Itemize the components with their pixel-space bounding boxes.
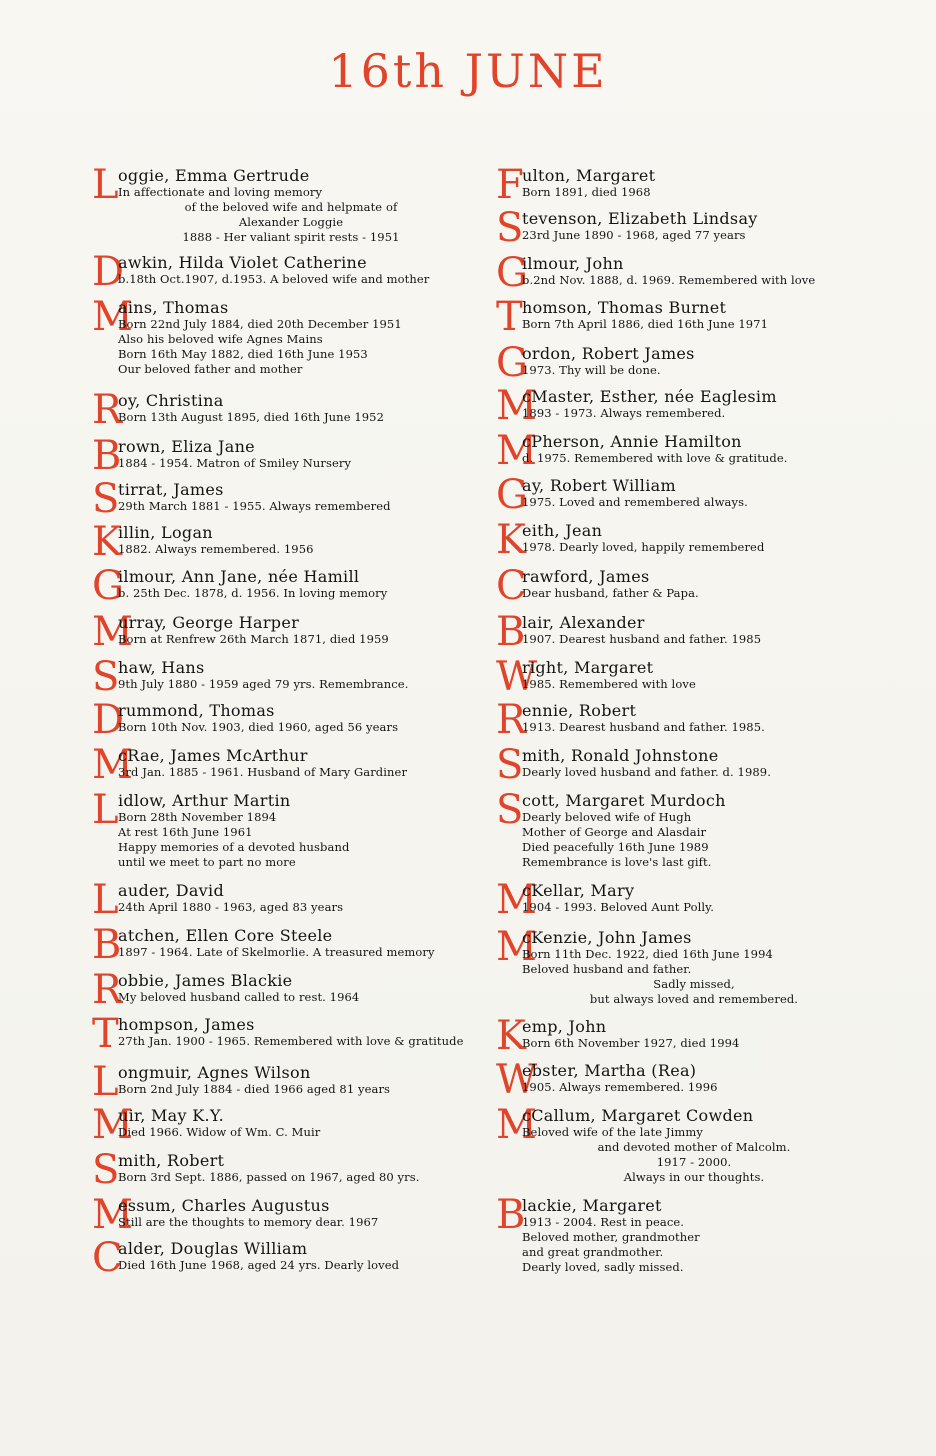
entry-details bbox=[118, 765, 464, 780]
entry-name: cPherson, Annie Hamilton bbox=[522, 432, 742, 451]
entry-details bbox=[118, 1258, 464, 1273]
entry-detail-line: b.2nd Nov. 1888, d. 1969. Remembered with love bbox=[522, 273, 816, 287]
entry-name: lair, Alexander bbox=[522, 613, 645, 632]
illuminated-initial: C bbox=[496, 563, 527, 609]
illuminated-initial: S bbox=[496, 205, 524, 251]
entry-details bbox=[118, 900, 464, 915]
entry-detail-line: Died 16th June 1968, aged 24 yrs. Dearly loved bbox=[118, 1258, 400, 1272]
entry-details bbox=[118, 586, 464, 601]
illuminated-initial: L bbox=[92, 1059, 119, 1105]
illuminated-initial: T bbox=[92, 1011, 119, 1057]
entry-name: ulton, Margaret bbox=[522, 166, 656, 185]
entry-detail-line: In affectionate and loving memory bbox=[118, 185, 323, 199]
illuminated-initial: L bbox=[92, 162, 119, 208]
entry-detail-line: 1888 - Her valiant spirit rests - 1951 bbox=[182, 230, 400, 244]
entry-name: cCallum, Margaret Cowden bbox=[522, 1106, 754, 1125]
illuminated-initial: R bbox=[496, 697, 527, 743]
entry-detail-line: 1905. Always remembered. 1996 bbox=[522, 1080, 718, 1094]
entry-name: hompson, James bbox=[118, 1015, 255, 1034]
entry-detail-line: At rest 16th June 1961 bbox=[118, 825, 253, 839]
entry-detail-line: My beloved husband called to rest. 1964 bbox=[118, 990, 360, 1004]
entry-details bbox=[118, 1082, 464, 1097]
illuminated-initial: M bbox=[496, 924, 537, 970]
entry-details bbox=[522, 540, 866, 555]
illuminated-initial: T bbox=[496, 294, 523, 340]
illuminated-initial: M bbox=[496, 383, 537, 429]
entry-details bbox=[522, 406, 866, 421]
entry-details bbox=[118, 810, 464, 870]
entry-name: ebster, Martha (Rea) bbox=[522, 1061, 697, 1080]
entry-detail-line: Born 1891, died 1968 bbox=[522, 185, 651, 199]
entry-detail-line: Born 28th November 1894 bbox=[118, 810, 277, 824]
entry-details bbox=[118, 456, 464, 471]
illuminated-initial: G bbox=[496, 472, 528, 518]
entry-name: uir, May K.Y. bbox=[118, 1106, 225, 1125]
entry-detail-line: Dear husband, father & Papa. bbox=[522, 586, 699, 600]
entry-name: atchen, Ellen Core Steele bbox=[118, 926, 333, 945]
entry-detail-line: 1917 - 2000. bbox=[656, 1155, 732, 1169]
entry-name: essum, Charles Augustus bbox=[118, 1196, 330, 1215]
entry-detail-line: Born 16th May 1882, died 16th June 1953 bbox=[118, 347, 368, 361]
entry-detail-line: Happy memories of a devoted husband bbox=[118, 840, 350, 854]
illuminated-initial: D bbox=[92, 697, 125, 743]
illuminated-initial: M bbox=[496, 428, 537, 474]
entry-details bbox=[522, 273, 866, 288]
entry-name: ordon, Robert James bbox=[522, 344, 695, 363]
entry-detail-line: 1882. Always remembered. 1956 bbox=[118, 542, 314, 556]
entry-detail-line: Also his beloved wife Agnes Mains bbox=[118, 332, 323, 346]
entry-detail-line: 27th Jan. 1900 - 1965. Remembered with love & gratitude bbox=[118, 1034, 464, 1048]
entry-details bbox=[522, 720, 866, 735]
entry-name: awkin, Hilda Violet Catherine bbox=[118, 253, 367, 272]
entry-details bbox=[522, 677, 866, 692]
entry-detail-line: b. 25th Dec. 1878, d. 1956. In loving memory bbox=[118, 586, 388, 600]
entry-detail-line: 1985. Remembered with love bbox=[522, 677, 696, 691]
entry-details bbox=[118, 1215, 464, 1230]
illuminated-initial: S bbox=[92, 476, 120, 522]
entry-name: illin, Logan bbox=[118, 523, 213, 542]
entry-details bbox=[118, 677, 464, 692]
entry-name: rawford, James bbox=[522, 567, 650, 586]
entry-details bbox=[118, 945, 464, 960]
entry-detail-line: 23rd June 1890 - 1968, aged 77 years bbox=[522, 228, 746, 242]
entry-details bbox=[118, 632, 464, 647]
entry-details bbox=[118, 185, 464, 245]
entry-detail-line: 9th July 1880 - 1959 aged 79 yrs. Remembrance. bbox=[118, 677, 409, 691]
illuminated-initial: S bbox=[496, 787, 524, 833]
entry-name: obbie, James Blackie bbox=[118, 971, 293, 990]
entry-detail-line: Beloved wife of the late Jimmy bbox=[522, 1125, 703, 1139]
entry-name: oy, Christina bbox=[118, 391, 224, 410]
entry-detail-line: Dearly loved husband and father. d. 1989. bbox=[522, 765, 771, 779]
entry-name: right, Margaret bbox=[522, 658, 654, 677]
entry-detail-line: Remembrance is love's last gift. bbox=[522, 855, 712, 869]
entry-name: tirrat, James bbox=[118, 480, 224, 499]
entry-detail-line: Born 7th April 1886, died 16th June 1971 bbox=[522, 317, 769, 331]
entry-name: tevenson, Elizabeth Lindsay bbox=[522, 209, 758, 228]
illuminated-initial: M bbox=[496, 1102, 537, 1148]
entry-details bbox=[118, 1170, 464, 1185]
illuminated-initial: K bbox=[92, 519, 122, 565]
entry-name: oggie, Emma Gertrude bbox=[118, 166, 310, 185]
entry-details bbox=[118, 272, 464, 287]
entry-detail-line: Born 10th Nov. 1903, died 1960, aged 56 years bbox=[118, 720, 399, 734]
entry-detail-line: Mother of George and Alasdair bbox=[522, 825, 707, 839]
illuminated-initial: M bbox=[496, 877, 537, 923]
entry-name: cKenzie, John James bbox=[522, 928, 692, 947]
illuminated-initial: L bbox=[92, 787, 119, 833]
entry-name: ilmour, Ann Jane, née Hamill bbox=[118, 567, 360, 586]
illuminated-initial: K bbox=[496, 1013, 526, 1059]
entry-name: ennie, Robert bbox=[522, 701, 637, 720]
entry-details bbox=[118, 1125, 464, 1140]
entry-name: rummond, Thomas bbox=[118, 701, 275, 720]
entry-name: homson, Thomas Burnet bbox=[522, 298, 727, 317]
entry-detail-line: until we meet to part no more bbox=[118, 855, 296, 869]
entry-detail-line: 1913. Dearest husband and father. 1985. bbox=[522, 720, 765, 734]
entry-name: cMaster, Esther, née Eaglesim bbox=[522, 387, 777, 406]
illuminated-initial: D bbox=[92, 249, 125, 295]
illuminated-initial: M bbox=[92, 742, 133, 788]
entry-name: idlow, Arthur Martin bbox=[118, 791, 291, 810]
illuminated-initial: M bbox=[92, 1102, 133, 1148]
entry-details bbox=[522, 363, 866, 378]
entry-detail-line: 1897 - 1964. Late of Skelmorlie. A treasured memory bbox=[118, 945, 435, 959]
entry-detail-line: 1907. Dearest husband and father. 1985 bbox=[522, 632, 762, 646]
entry-detail-line: of the beloved wife and helpmate of bbox=[184, 200, 398, 214]
entry-details bbox=[522, 228, 866, 243]
entry-details bbox=[118, 317, 464, 377]
entry-detail-line: 1884 - 1954. Matron of Smiley Nursery bbox=[118, 456, 352, 470]
illuminated-initial: M bbox=[92, 1192, 133, 1238]
entry-detail-line: Still are the thoughts to memory dear. 1967 bbox=[118, 1215, 379, 1229]
illuminated-initial: G bbox=[496, 250, 528, 296]
entry-detail-line: but always loved and remembered. bbox=[589, 992, 799, 1006]
entry-name: cKellar, Mary bbox=[522, 881, 635, 900]
entry-detail-line: Dearly beloved wife of Hugh bbox=[522, 810, 692, 824]
entry-detail-line: Beloved mother, grandmother bbox=[522, 1230, 700, 1244]
page-title: 16th JUNE bbox=[328, 44, 608, 98]
entry-details bbox=[118, 1034, 464, 1049]
illuminated-initial: B bbox=[92, 433, 122, 479]
illuminated-initial: W bbox=[496, 654, 538, 700]
entry-name: alder, Douglas William bbox=[118, 1239, 308, 1258]
illuminated-initial: L bbox=[92, 877, 119, 923]
illuminated-initial: W bbox=[496, 1057, 538, 1103]
entry-details bbox=[118, 720, 464, 735]
entry-details bbox=[118, 542, 464, 557]
illuminated-initial: M bbox=[92, 294, 133, 340]
entry-detail-line: Born 3rd Sept. 1886, passed on 1967, aged 80 yrs. bbox=[118, 1170, 420, 1184]
entry-detail-line: 1893 - 1973. Always remembered. bbox=[522, 406, 726, 420]
illuminated-initial: F bbox=[496, 162, 524, 208]
entry-details bbox=[118, 410, 464, 425]
entry-detail-line: Beloved husband and father. bbox=[522, 962, 692, 976]
illuminated-initial: G bbox=[92, 563, 124, 609]
entry-detail-line: 1904 - 1993. Beloved Aunt Polly. bbox=[522, 900, 714, 914]
illuminated-initial: G bbox=[496, 340, 528, 386]
illuminated-initial: R bbox=[92, 967, 123, 1013]
entry-detail-line: Always in our thoughts. bbox=[623, 1170, 765, 1184]
entry-detail-line: Alexander Loggie bbox=[238, 215, 344, 229]
entry-details bbox=[522, 1215, 866, 1275]
entry-detail-line: and devoted mother of Malcolm. bbox=[597, 1140, 791, 1154]
entry-details bbox=[522, 900, 866, 915]
entry-detail-line: Our beloved father and mother bbox=[118, 362, 303, 376]
entry-name: mith, Ronald Johnstone bbox=[522, 746, 719, 765]
entry-details bbox=[522, 1125, 866, 1185]
entry-name: urray, George Harper bbox=[118, 613, 300, 632]
entry-name: auder, David bbox=[118, 881, 224, 900]
entry-detail-line: Sadly missed, bbox=[653, 977, 735, 991]
entry-detail-line: and great grandmother. bbox=[522, 1245, 664, 1259]
entry-details bbox=[522, 317, 866, 332]
entry-name: ongmuir, Agnes Wilson bbox=[118, 1063, 311, 1082]
entry-name: ay, Robert William bbox=[522, 476, 676, 495]
entry-name: emp, John bbox=[522, 1017, 607, 1036]
entry-details bbox=[118, 499, 464, 514]
entry-detail-line: Dearly loved, sadly missed. bbox=[522, 1260, 684, 1274]
entry-name: mith, Robert bbox=[118, 1151, 225, 1170]
entry-detail-line: Born at Renfrew 26th March 1871, died 1959 bbox=[118, 632, 389, 646]
illuminated-initial: C bbox=[92, 1235, 123, 1281]
entry-name: cRae, James McArthur bbox=[118, 746, 308, 765]
entry-name: lackie, Margaret bbox=[522, 1196, 662, 1215]
illuminated-initial: S bbox=[92, 1147, 120, 1193]
illuminated-initial: S bbox=[496, 742, 524, 788]
entry-detail-line: 1978. Dearly loved, happily remembered bbox=[522, 540, 765, 554]
entry-details bbox=[522, 451, 866, 466]
entry-detail-line: Born 13th August 1895, died 16th June 1952 bbox=[118, 410, 385, 424]
entry-detail-line: Died peacefully 16th June 1989 bbox=[522, 840, 709, 854]
entry-detail-line: Born 6th November 1927, died 1994 bbox=[522, 1036, 740, 1050]
entry-name: ains, Thomas bbox=[118, 298, 229, 317]
illuminated-initial: R bbox=[92, 387, 123, 433]
entry-detail-line: 1973. Thy will be done. bbox=[522, 363, 661, 377]
illuminated-initial: B bbox=[92, 922, 122, 968]
illuminated-initial: K bbox=[496, 517, 526, 563]
illuminated-initial: B bbox=[496, 1192, 526, 1238]
entry-details bbox=[522, 1036, 866, 1051]
entry-name: cott, Margaret Murdoch bbox=[522, 791, 726, 810]
entry-details bbox=[522, 947, 866, 1007]
illuminated-initial: B bbox=[496, 609, 526, 655]
entry-name: ilmour, John bbox=[522, 254, 624, 273]
entry-details bbox=[522, 185, 866, 200]
entry-detail-line: Born 2nd July 1884 - died 1966 aged 81 years bbox=[118, 1082, 391, 1096]
entry-detail-line: Died 1966. Widow of Wm. C. Muir bbox=[118, 1125, 321, 1139]
entry-detail-line: d. 1975. Remembered with love & gratitude. bbox=[522, 451, 788, 465]
entry-details bbox=[522, 632, 866, 647]
entry-details bbox=[118, 990, 464, 1005]
entry-name: haw, Hans bbox=[118, 658, 205, 677]
entry-detail-line: 1975. Loved and remembered always. bbox=[522, 495, 748, 509]
entry-details bbox=[522, 1080, 866, 1095]
entry-details bbox=[522, 495, 866, 510]
entry-detail-line: 24th April 1880 - 1963, aged 83 years bbox=[118, 900, 344, 914]
entry-detail-line: 1913 - 2004. Rest in peace. bbox=[522, 1215, 685, 1229]
entry-name: eith, Jean bbox=[522, 521, 603, 540]
entry-details bbox=[522, 810, 866, 870]
entry-details bbox=[522, 586, 866, 601]
entry-details bbox=[522, 765, 866, 780]
entry-detail-line: Born 11th Dec. 1922, died 16th June 1994 bbox=[522, 947, 773, 961]
entry-detail-line: b.18th Oct.1907, d.1953. A beloved wife and mother bbox=[118, 272, 430, 286]
illuminated-initial: M bbox=[92, 609, 133, 655]
entry-name: rown, Eliza Jane bbox=[118, 437, 255, 456]
entry-detail-line: 29th March 1881 - 1955. Always remembered bbox=[118, 499, 391, 513]
illuminated-initial: S bbox=[92, 654, 120, 700]
entry-detail-line: Born 22nd July 1884, died 20th December 1951 bbox=[118, 317, 402, 331]
entry-detail-line: 3rd Jan. 1885 - 1961. Husband of Mary Gardiner bbox=[118, 765, 408, 779]
